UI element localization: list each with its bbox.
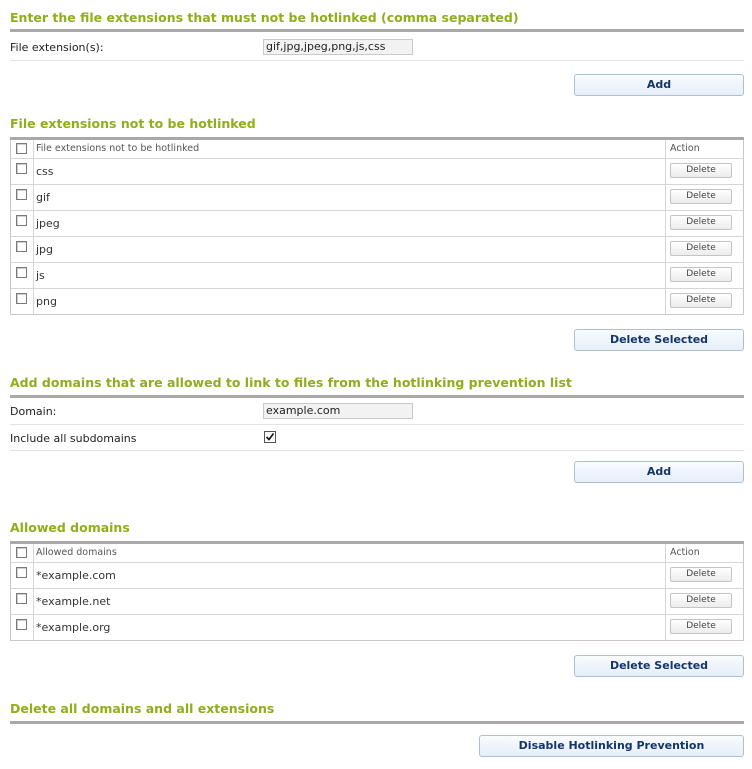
- delete-selected-domains-button[interactable]: Delete Selected: [574, 655, 744, 677]
- extension-cell: jpeg: [36, 217, 60, 230]
- field-separator: [10, 450, 744, 451]
- checkmark-icon: [265, 432, 275, 442]
- table-row: [11, 563, 743, 589]
- extension-cell: gif: [36, 191, 50, 204]
- field-separator: [10, 60, 744, 61]
- extensions-table: [10, 137, 744, 315]
- delete-button[interactable]: Delete: [670, 241, 732, 256]
- delete-button[interactable]: Delete: [670, 567, 732, 582]
- ext-section-divider: [10, 29, 744, 32]
- extension-cell: png: [36, 295, 57, 308]
- row-checkbox[interactable]: [16, 241, 27, 252]
- include-subdomains-checkbox[interactable]: [264, 431, 276, 443]
- extension-cell: jpg: [36, 243, 54, 256]
- extension-cell: css: [36, 165, 54, 178]
- include-subdomains-label: Include all subdomains: [10, 432, 137, 445]
- field-separator: [10, 424, 744, 425]
- select-all-checkbox[interactable]: [16, 547, 27, 558]
- select-column: [11, 140, 34, 158]
- domains-table-heading: Allowed domains: [10, 520, 130, 535]
- disable-section-heading: Delete all domains and all extensions: [10, 701, 275, 716]
- column-header-extension: File extensions not to be hotlinked: [36, 143, 200, 154]
- domain-input[interactable]: example.com: [263, 403, 413, 419]
- table-row: [11, 185, 743, 211]
- select-column: [11, 544, 34, 562]
- add-extension-button[interactable]: Add: [574, 74, 744, 96]
- add-domain-button[interactable]: Add: [574, 461, 744, 483]
- row-checkbox[interactable]: [16, 215, 27, 226]
- row-checkbox[interactable]: [16, 163, 27, 174]
- table-row: [11, 159, 743, 185]
- table-header-row: [11, 140, 743, 159]
- domain-cell: *example.org: [36, 621, 111, 634]
- delete-button[interactable]: Delete: [670, 189, 732, 204]
- column-header-action: Action: [670, 547, 700, 558]
- row-checkbox[interactable]: [16, 189, 27, 200]
- row-checkbox[interactable]: [16, 267, 27, 278]
- domain-section-heading: Add domains that are allowed to link to files from the hotlinking prevention list: [10, 375, 572, 390]
- domain-cell: *example.com: [36, 569, 116, 582]
- row-checkbox[interactable]: [16, 593, 27, 604]
- domain-section-divider: [10, 395, 744, 398]
- column-header-action: Action: [670, 143, 700, 154]
- delete-button[interactable]: Delete: [670, 619, 732, 634]
- table-row: [11, 615, 743, 640]
- delete-button[interactable]: Delete: [670, 163, 732, 178]
- file-extensions-input[interactable]: gif,jpg,jpeg,png,js,css: [263, 39, 413, 55]
- delete-button[interactable]: Delete: [670, 293, 732, 308]
- domain-label: Domain:: [10, 405, 57, 418]
- action-column: [665, 140, 743, 158]
- disable-hotlinking-prevention-button[interactable]: Disable Hotlinking Prevention: [479, 735, 744, 757]
- delete-button[interactable]: Delete: [670, 267, 732, 282]
- table-row: [11, 589, 743, 615]
- row-checkbox[interactable]: [16, 293, 27, 304]
- table-header-row: [11, 544, 743, 563]
- extension-cell: js: [36, 269, 45, 282]
- table-row: [11, 263, 743, 289]
- allowed-domains-table: [10, 541, 744, 641]
- delete-button[interactable]: Delete: [670, 593, 732, 608]
- row-checkbox[interactable]: [16, 619, 27, 630]
- select-all-checkbox[interactable]: [16, 143, 27, 154]
- table-row: [11, 211, 743, 237]
- ext-table-heading: File extensions not to be hotlinked: [10, 116, 256, 131]
- domain-cell: *example.net: [36, 595, 111, 608]
- column-header-domain: Allowed domains: [36, 547, 117, 558]
- delete-selected-extensions-button[interactable]: Delete Selected: [574, 329, 744, 351]
- disable-section-divider: [10, 721, 744, 724]
- table-row: [11, 289, 743, 314]
- row-checkbox[interactable]: [16, 567, 27, 578]
- delete-button[interactable]: Delete: [670, 215, 732, 230]
- table-row: [11, 237, 743, 263]
- ext-section-heading: Enter the file extensions that must not be hotlinked (comma separated): [10, 10, 519, 25]
- action-column: [665, 544, 743, 562]
- file-extensions-label: File extension(s):: [10, 41, 104, 54]
